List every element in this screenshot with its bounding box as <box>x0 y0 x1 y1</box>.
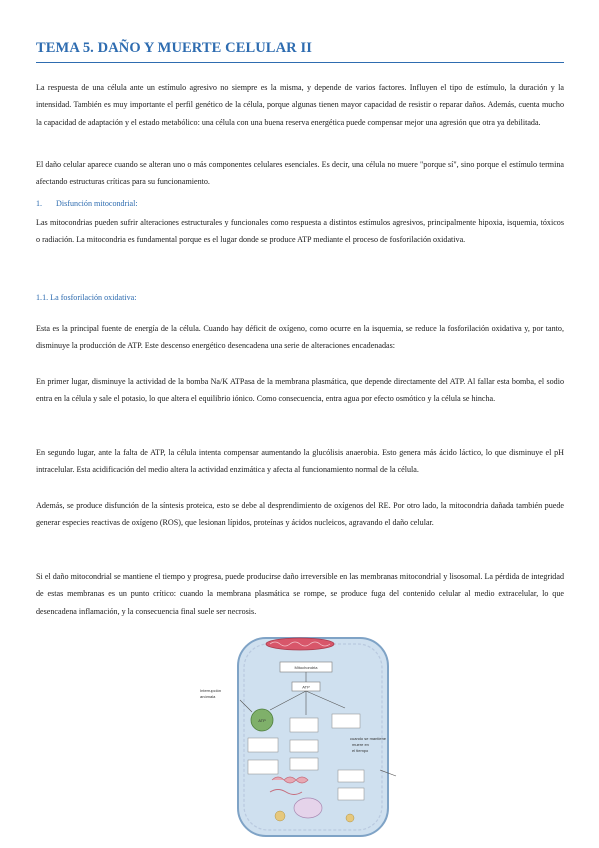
section-heading-1 <box>36 195 138 212</box>
note-2: muere en <box>352 742 369 747</box>
section-number: 1. <box>36 199 43 208</box>
paragraph-mitochondria: Las mitocondrias pueden sufrir alteraciones estructurales y funcionales como respuesta a distintos estímulos agresivos, principalmente hipoxia, isquemia, tóxicos o radiación. La mitocondria es fundamental porque es el lugar donde se produce ATP mediante el proceso de fosforilación oxidativa. <box>36 218 564 245</box>
title-underline <box>36 62 564 63</box>
note-3: el tiempo <box>352 748 369 753</box>
paragraph-cell-damage: El daño celular aparece cuando se alteran uno o más componentes celulares esenciales. Es decir, una célula no muere "porque sí", sino porque el estímulo termina afectando estructuras críticas para su funcionamiento. <box>36 160 564 187</box>
left-title-1: Interrupción <box>200 688 222 693</box>
section-title: Disfunción mitocondrial: <box>56 199 138 208</box>
atp-label: ATP <box>302 684 310 690</box>
paragraph-glycolysis: En segundo lugar, ante la falta de ATP, la célula intenta compensar aumentando la glucólisis anaerobia. Esto genera más ácido láctico, lo que disminuye el pH intracelular. Esta acidificación del medio altera la actividad enzimática y afecta al funcionamiento normal de la célula. <box>36 448 564 475</box>
paragraph-na-k-pump: En primer lugar, disminuye la actividad de la bomba Na/K ATPasa de la membrana plasmática, que depende directamente del ATP. Al fallar esta bomba, el sodio entra en la célula y sale el potasio, lo que altera el equilibrio iónico. Como consecuencia, entra agua por efecto osmótico y la célula se hincha. <box>36 377 564 404</box>
subsection-heading-1-1: 1.1. La fosforilación oxidativa: <box>36 293 137 302</box>
left-title-2: anómala <box>200 694 216 699</box>
paragraph-irreversible-damage: Si el daño mitocondrial se mantiene el tiempo y progresa, puede producirse daño irreversible en las membranas mitocondrial y lisosomal. La pérdida de integridad de estas membranas es un punto crítico: cuando la membrana plasmática se rompe, se produce fuga del contenido celular al medio extracelular, lo que desencadena inflamación, y la consecuencia final suele ser necrosis. <box>36 572 564 616</box>
cell-injury-illustration <box>200 630 405 845</box>
note-1: cuando se mantiene <box>350 736 387 741</box>
mito-label: Mitochondria <box>294 665 318 670</box>
paragraph-protein-synthesis: Además, se produce disfunción de la síntesis proteica, esto se debe al desprendimiento de oxígenos del RE. Por otro lado, la mitocondria dañada también puede generar especies reactivas de oxígeno (ROS), que lesionan lípidos, proteínas y ácidos nucleicos, agravando el daño celular. <box>36 501 564 528</box>
paragraph-intro: La respuesta de una célula ante un estímulo agresivo no siempre es la misma, y depende de varios factores. Influyen el tipo de estímulo, la duración y la intensidad. También es muy importante el perfil genético de la célula, porque algunas tienen mayor capacidad de resistir o reparar daños. Además, cuenta mucho la capacidad de adaptación y el estado metabólico: una célula con una buena reserva energética puede compensar mejor una agresión que otra ya debilitada. <box>36 83 564 127</box>
cell-injury-figure <box>200 630 405 845</box>
page-title: TEMA 5. DAÑO Y MUERTE CELULAR II <box>36 40 312 56</box>
paragraph-energy-source: Esta es la principal fuente de energía de la célula. Cuando hay déficit de oxígeno, como ocurre en la isquemia, se reduce la fosforilación oxidativa y, por tanto, disminuye la producción de ATP. Este descenso energético desencadena una serie de alteraciones encadenadas: <box>36 324 564 351</box>
atp-down-label: ATP <box>258 718 266 723</box>
